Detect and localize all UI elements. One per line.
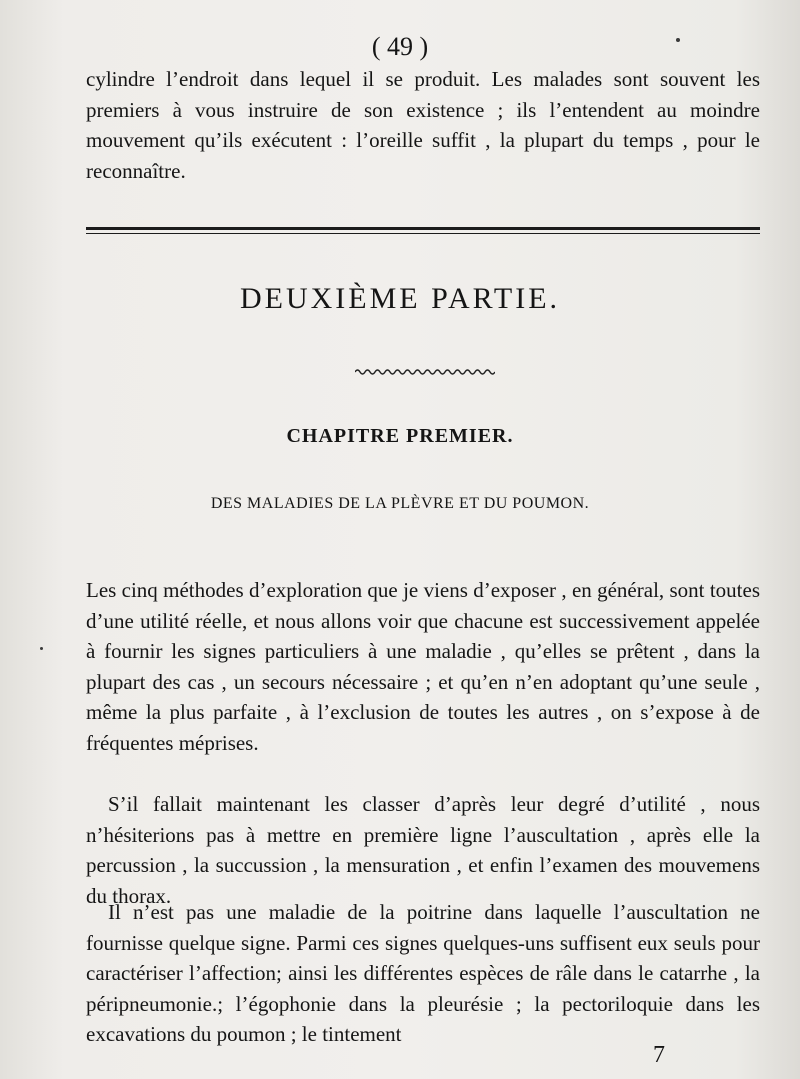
body-paragraph: Les cinq méthodes d’exploration que je viens d’exposer , en général, sont toutes d’une utilité réelle, et nous allons voir que chacune est successivement appelée à fournir les signes particuliers à une maladie , qu’elles se prêtent , dans la plupart des cas , un secours nécessaire ; et qu’en n’en adoptant qu’une seule , même la plus parfaite , à l’exclusion de toutes les autres , on s’expose à de fréquentes méprises. (86, 578, 760, 755)
ink-speck (40, 647, 43, 650)
signature-mark: 7 (653, 1042, 665, 1068)
ornament-rule (355, 368, 495, 376)
page-number: ( 49 ) (371, 32, 429, 61)
top-paragraph: cylindre l’endroit dans lequel il se produit. Les malades sont souvent les premiers à vous instruire de son existence ; ils l’entendent au moindre mouvement qu’ils exécutent : l’oreille suffit , la plupart du temps , pour le reconnaître. (86, 67, 760, 183)
ink-speck (676, 38, 680, 42)
body-paragraph: S’il fallait maintenant les classer d’après leur degré d’utilité , nous n’hésiterions pas à mettre en première ligne l’auscultation , après elle la percussion , la succussion , la mensuration , et enfin l’examen des mouvemens du thorax. (86, 792, 760, 908)
divider-thick-rule (86, 227, 760, 230)
divider-thin-rule (86, 233, 760, 234)
chapter-title: CHAPITRE PREMIER. (286, 425, 514, 447)
section-title: DES MALADIES DE LA PLÈVRE ET DU POUMON. (210, 495, 590, 512)
part-title: DEUXIÈME PARTIE. (239, 282, 561, 315)
body-paragraph: Il n’est pas une maladie de la poitrine dans laquelle l’auscultation ne fournisse quelque signe. Parmi ces signes quelques-uns suffisent eux seuls pour caractériser l’affection; ainsi les différentes espèces de râle dans le catarrhe , la péripneumonie.; l’égophonie dans la pleurésie ; la pectoriloquie dans les excavations du poumon ; le tintement (86, 900, 760, 1046)
section-divider (86, 227, 760, 234)
